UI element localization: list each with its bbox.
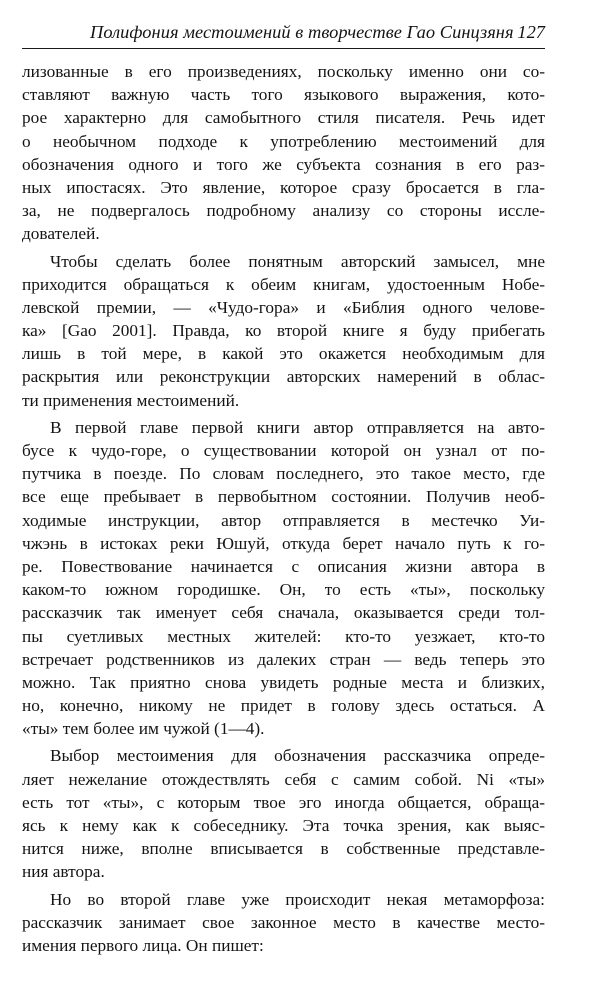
text-line: ре. Повествование начинается с описания жизни автора в — [22, 556, 545, 576]
paragraph — [22, 888, 545, 958]
text-line: приходится обращаться к обеим книгам, удостоенным Нобе- — [22, 274, 545, 294]
text-line: ных ипостасях. Это явление, которое сразу бросается в гла- — [22, 177, 545, 197]
paragraph — [22, 744, 545, 883]
text-line: Выбор местоимения для обозначения рассказчика опреде- — [50, 746, 545, 766]
text-line: левской премии, — «Чудо-гора» и «Библия одного челове- — [22, 297, 545, 317]
text-line: Но во второй главе уже происходит некая метаморфоза: — [50, 889, 545, 909]
paragraph — [22, 250, 545, 412]
text-line: путчика в поезде. По словам последнего, это такое место, где — [22, 464, 545, 484]
paragraph — [22, 416, 545, 741]
text-line: пы суетливых местных жителей: кто-то уезжает, кто-то — [22, 626, 545, 646]
text-line: ясь к нему как к собеседнику. Эта точка зрения, как выяс- — [22, 816, 545, 835]
text-line: имения первого лица. Он пишет: — [22, 935, 264, 955]
text-line: лишь в той мере, в какой это окажется необходимым для — [22, 344, 545, 364]
text-line: раскрытия или реконструкции авторских намерений в облас- — [22, 367, 545, 387]
text-line: дователей. — [22, 224, 100, 244]
text-line: рое характерно для самобытного стиля писателя. Речь идет — [22, 108, 545, 128]
text-line: ходимые инструкции, автор отправляется в местечко Уи- — [22, 510, 545, 530]
page-number: 127 — [517, 22, 545, 42]
text-line: ти применения местоимений. — [22, 390, 240, 410]
paragraph — [22, 60, 545, 246]
text-line: рассказчик занимает свое законное место в качестве место- — [22, 912, 545, 932]
text-line: за, не подвергалось подробному анализу со стороны иссле- — [22, 201, 545, 221]
text-line: чжэнь в истоках реки Юшуй, откуда берет начало путь к го- — [22, 533, 545, 553]
text-line: ставляют важную часть того языкового выражения, кото- — [22, 85, 545, 105]
text-line: каком-то южном городишке. Он, то есть «ты», поскольку — [22, 580, 545, 600]
text-line: Чтобы сделать более понятным авторский замысел, мне — [50, 251, 545, 271]
text-line: бусе к чудо-горе, о существовании которой он узнал от по- — [22, 441, 545, 460]
text-line: нится ниже, вполне вписывается в собственные представле- — [22, 839, 545, 859]
text-line: есть тот «ты», с которым твое эго иногда общается, обраща- — [22, 792, 545, 812]
body-text — [22, 60, 545, 961]
text-line: рассказчик так именует себя сначала, оказывается среди тол- — [22, 603, 545, 623]
text-line: В первой главе первой книги автор отправляется на авто- — [50, 417, 545, 437]
text-line: но, конечно, никому не придет в голову здесь остаться. А — [22, 696, 545, 716]
text-line: о необычном подходе к употреблению местоимений для — [22, 131, 545, 151]
text-line: все еще пребывает в первобытном состоянии. Получив необ- — [22, 487, 545, 507]
text-line: встречает родственников из далеких стран — ведь теперь это — [22, 649, 545, 669]
text-line: ляет нежелание отождествлять себя с самим собой. Ni «ты» — [22, 769, 545, 789]
text-line: ния автора. — [22, 862, 105, 882]
running-title: Полифония местоимений в творчестве Гао Синцзяня — [90, 22, 514, 42]
text-line: лизованные в его произведениях, поскольку именно они со- — [22, 62, 545, 81]
text-line: ка» [Gao 2001]. Правда, ко второй книге я буду прибегать — [22, 321, 545, 341]
page-header — [22, 18, 545, 49]
text-line: «ты» тем более им чужой (1—4). — [22, 719, 265, 739]
text-line: обозначения одного и того же субъекта сознания в его раз- — [22, 154, 545, 174]
text-line: можно. Так приятно снова увидеть родные места и близких, — [22, 672, 545, 692]
